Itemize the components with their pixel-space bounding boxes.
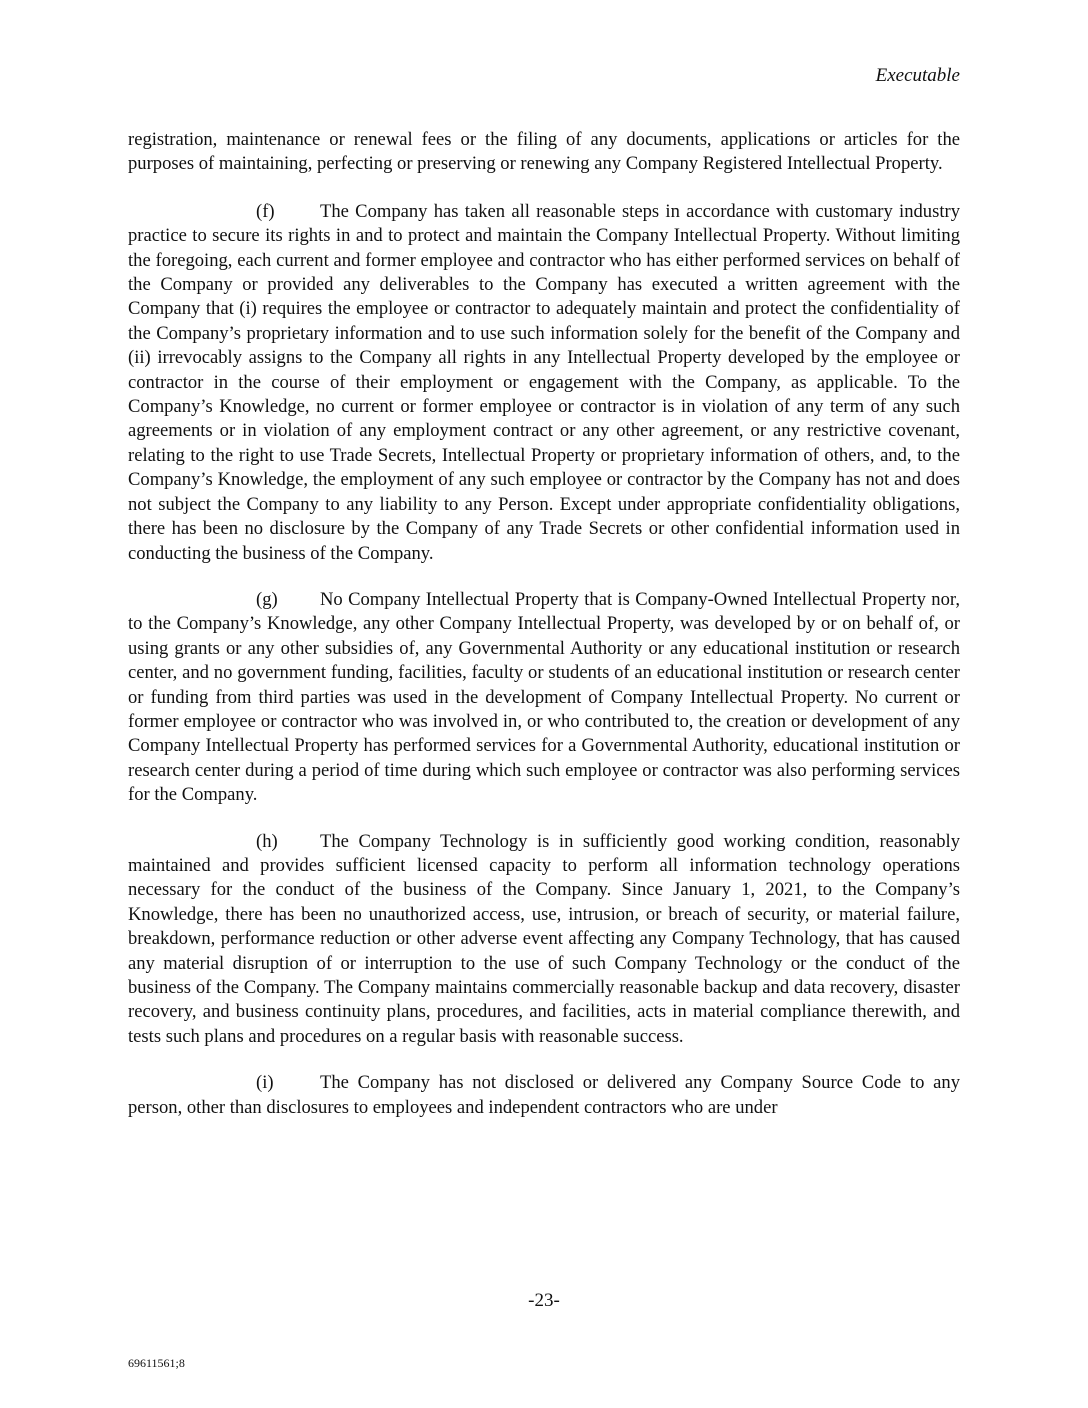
document-header-label: Executable [875, 65, 960, 86]
paragraph-text: registration, maintenance or renewal fees or the filing of any documents, applications or articles for the purposes of maintaining, perfecting or preserving or renewing any Company Registered Intellectual Property. [128, 129, 960, 175]
paragraph-continuation [128, 128, 960, 177]
paragraph-text: The Company has taken all reasonable steps in accordance with customary industry practice to secure its rights in and to protect and maintain the Company Intellectual Property. Without limiting the foregoing, each current and former employee and contractor who has either performed services on behalf of the Company or provided any deliverables to the Company has executed a written agreement with the Company that (i) requires the employee or contractor to adequately maintain and protect the confidentiality of the Company’s proprietary information and to use such information solely for the benefit of the Company and (ii) irrevocably assigns to the Company all rights in any Intellectual Property developed by the employee or contractor in the course of their employment or engagement with the Company, as applicable. To the Company’s Knowledge, no current or former employee or contractor is in violation of any term of any such agreements or in violation of any employment contract or any other agreement, or any restrictive covenant, relating to the right to use Trade Secrets, Intellectual Property or proprietary information of others, and, to the Company’s Knowledge, the employment of any such employee or contractor by the Company has not and does not subject the Company to any liability to any Person. Except under appropriate confidentiality obligations, there has been no disclosure by the Company of any Trade Secrets or other confidential information used in conducting the business of the Company. [128, 200, 960, 564]
document-body [128, 128, 960, 1142]
paragraph-number: (f) [256, 200, 275, 222]
paragraph-i [128, 1071, 960, 1120]
document-id: 69611561;8 [128, 1356, 185, 1370]
paragraph-f [128, 200, 960, 566]
paragraph-g [128, 588, 960, 808]
page-number: -23- [528, 1290, 560, 1311]
paragraph-h [128, 830, 960, 1050]
paragraph-number: (i) [256, 1072, 274, 1094]
paragraph-number: (h) [256, 830, 278, 852]
paragraph-text: The Company Technology is in sufficiently good working condition, reasonably maintained and provides sufficient licensed capacity to perform all information technology operations necessary for the conduct of the business of the Company. Since January 1, 2021, to the Company’s Knowledge, there has been no unauthorized access, use, intrusion, or breach of security, or material failure, breakdown, performance reduction or other adverse event affecting any Company Technology, that has caused any material disruption of or interruption to the use of such Company Technology or the conduct of the business of the Company. The Company maintains commercially reasonable backup and data recovery, disaster recovery, and business continuity plans, procedures, and facilities, acts in material compliance therewith, and tests such plans and procedures on a regular basis with reasonable success. [128, 830, 960, 1047]
paragraph-text: No Company Intellectual Property that is Company-Owned Intellectual Property nor, to the Company’s Knowledge, any other Company Intellectual Property, was developed by or on behalf of, or using grants or any other subsidies of, any Governmental Authority or any educational institution or research center, and no government funding, facilities, faculty or students of an educational institution or research center or funding from third parties was used in the development of Company Intellectual Property. No current or former employee or contractor who was involved in, or who contributed to, the creation or development of any Company Intellectual Property has performed services for a Governmental Authority, educational institution or research center during a period of time during which such employee or contractor was also performing services for the Company. [128, 588, 960, 806]
paragraph-text: The Company has not disclosed or delivered any Company Source Code to any person, other than disclosures to employees and independent contractors who are under [128, 1072, 960, 1118]
paragraph-number: (g) [256, 588, 278, 610]
